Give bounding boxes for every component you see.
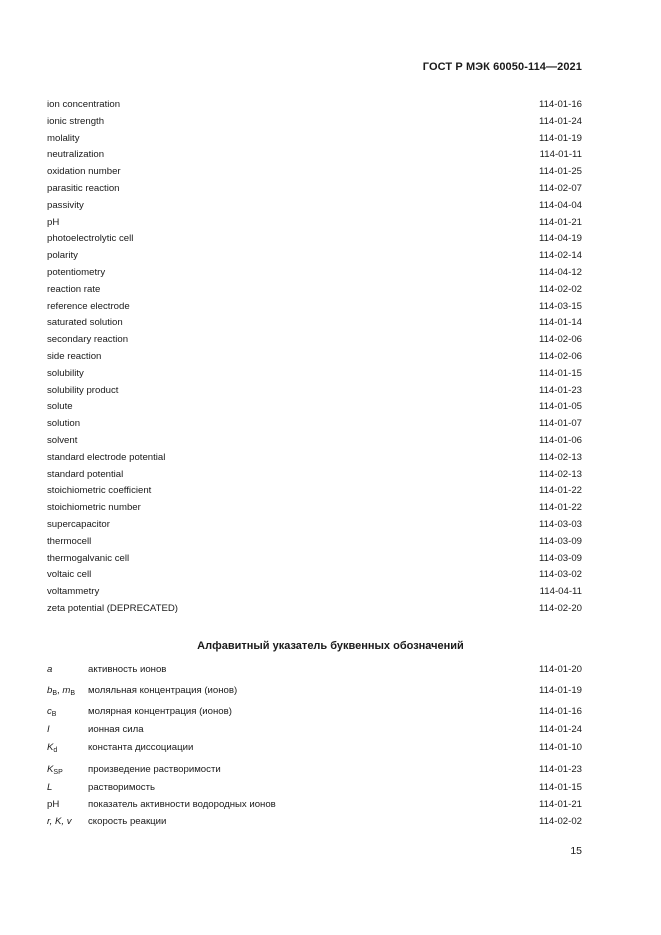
term: solution [47, 418, 81, 430]
symbol-main: I [47, 724, 50, 735]
term: solubility [47, 367, 84, 379]
term: standard electrode potential [47, 451, 166, 463]
term-ref: 114-02-07 [538, 182, 582, 194]
symbol-subscript: B [70, 690, 76, 697]
index-row [47, 198, 582, 215]
symbol-ref: 114-01-23 [538, 764, 582, 775]
symbol-description: произведение растворимости [88, 764, 221, 775]
index-row [47, 282, 582, 299]
index-row [47, 517, 582, 534]
term-ref: 114-03-09 [538, 535, 582, 547]
symbol [47, 764, 63, 776]
term-ref: 114-03-15 [538, 300, 582, 312]
symbol-description: скорость реакции [88, 816, 167, 827]
term-index [47, 97, 582, 618]
symbol-description: моляльная концентрация (ионов) [88, 685, 238, 696]
index-row [47, 299, 582, 316]
term: thermogalvanic cell [47, 552, 130, 564]
symbol-description: показатель активности водородных ионов [88, 799, 276, 810]
symbol-main: K [47, 764, 54, 775]
symbol-main: L [47, 782, 53, 793]
symbol-ref: 114-01-16 [538, 706, 582, 717]
term: standard potential [47, 468, 124, 480]
symbol-main: K [47, 742, 54, 753]
index-row [47, 450, 582, 467]
symbol-main: b [47, 685, 53, 696]
index-row [47, 181, 582, 198]
symbol-ref: 114-02-02 [538, 816, 582, 827]
symbol-description: растворимость [88, 782, 156, 793]
term-ref: 114-01-21 [538, 216, 582, 228]
symbol-ref: 114-01-20 [538, 664, 582, 675]
term: voltammetry [47, 586, 100, 598]
term-ref: 114-04-11 [539, 586, 582, 598]
term: saturated solution [47, 317, 123, 329]
symbol-description: ионная сила [88, 724, 144, 735]
term: molality [47, 132, 80, 144]
index-row [47, 601, 582, 618]
symbol [47, 685, 75, 697]
index-row [47, 433, 582, 450]
term-ref: 114-01-23 [538, 384, 582, 396]
index-row [47, 483, 582, 500]
index-row [47, 215, 582, 232]
term: solute [47, 401, 73, 413]
symbol-main: pH [47, 799, 60, 810]
symbol [47, 782, 52, 793]
term: polarity [47, 250, 78, 262]
term-ref: 114-02-13 [538, 468, 582, 480]
symbol-description: константа диссоциации [88, 742, 194, 753]
term-ref: 114-01-24 [538, 115, 582, 127]
term: stoichiometric coefficient [47, 485, 152, 497]
term: voltaic cell [47, 569, 92, 581]
term-ref: 114-02-13 [538, 451, 582, 463]
symbol-subscript: B [52, 690, 58, 697]
symbol [47, 799, 59, 810]
term-ref: 114-03-09 [538, 552, 582, 564]
symbol [47, 706, 56, 718]
term: supercapacitor [47, 518, 110, 530]
index-row [47, 114, 582, 131]
index-row [47, 248, 582, 265]
index-row [47, 366, 582, 383]
term-ref: 114-04-04 [538, 199, 582, 211]
term-ref: 114-03-02 [538, 569, 582, 581]
index-row [47, 467, 582, 484]
term-ref: 114-04-12 [538, 266, 582, 278]
page-number: 15 [570, 845, 582, 857]
index-row [47, 332, 582, 349]
symbol-ref: 114-01-19 [538, 685, 582, 696]
symbol-main: c [47, 706, 52, 717]
index-row [47, 231, 582, 248]
symbol [47, 816, 72, 827]
term-ref: 114-01-06 [538, 434, 582, 446]
index-row [47, 383, 582, 400]
symbol [47, 664, 52, 675]
term-ref: 114-02-14 [538, 250, 582, 262]
term-ref: 114-01-22 [538, 502, 582, 514]
symbol-subscript: B [51, 711, 57, 718]
term-ref: 114-01-15 [538, 367, 582, 379]
term-ref: 114-03-03 [538, 518, 582, 530]
symbol-separator: , [57, 685, 63, 696]
term: parasitic reaction [47, 182, 120, 194]
term: potentiometry [47, 266, 106, 278]
index-row [47, 315, 582, 332]
page-header: ГОСТ Р МЭК 60050-114—2021 [422, 61, 582, 73]
section-title: Алфавитный указатель буквенных обозначений [197, 640, 464, 652]
index-row [47, 131, 582, 148]
index-row [47, 147, 582, 164]
term: zeta potential (DEPRECATED) [47, 602, 178, 614]
term: pH [47, 216, 60, 228]
index-row [47, 500, 582, 517]
symbol-ref: 114-01-15 [538, 782, 582, 793]
index-row [47, 534, 582, 551]
term: oxidation number [47, 166, 121, 178]
symbol [47, 724, 50, 735]
term: passivity [47, 199, 84, 211]
term: ionic strength [47, 115, 105, 127]
index-row [47, 265, 582, 282]
term: side reaction [47, 350, 102, 362]
term-ref: 114-01-22 [538, 485, 582, 497]
term: solubility product [47, 384, 119, 396]
term: thermocell [47, 535, 92, 547]
symbol-description: молярная концентрация (ионов) [88, 706, 232, 717]
symbol-ref: 114-01-10 [538, 742, 582, 753]
term-ref: 114-02-02 [538, 283, 582, 295]
symbol-main: r, K, v [47, 816, 72, 827]
symbol-subscript: d [53, 747, 58, 754]
term: secondary reaction [47, 334, 129, 346]
term: solvent [47, 434, 78, 446]
term-ref: 114-01-25 [538, 166, 582, 178]
index-row [47, 97, 582, 114]
symbol-ref: 114-01-24 [538, 724, 582, 735]
term: stoichiometric number [47, 502, 141, 514]
term-ref: 114-01-14 [538, 317, 582, 329]
term-ref: 114-01-07 [538, 418, 582, 430]
term: photoelectrolytic cell [47, 233, 134, 245]
term-ref: 114-04-19 [538, 233, 582, 245]
index-row [47, 567, 582, 584]
term-ref: 114-01-19 [538, 132, 582, 144]
term-ref: 114-02-20 [538, 602, 582, 614]
term: reference electrode [47, 300, 130, 312]
index-row [47, 551, 582, 568]
term-ref: 114-01-16 [538, 99, 582, 110]
index-row [47, 416, 582, 433]
symbol [47, 742, 57, 754]
index-row [47, 349, 582, 366]
term-ref: 114-01-11 [539, 149, 582, 161]
symbol-main: m [62, 685, 71, 696]
index-row [47, 164, 582, 181]
symbol-ref: 114-01-21 [538, 799, 582, 810]
term-ref: 114-01-05 [538, 401, 582, 413]
index-row [47, 584, 582, 601]
index-row [47, 399, 582, 416]
term-ref: 114-02-06 [538, 334, 582, 346]
term: reaction rate [47, 283, 101, 295]
term: neutralization [47, 149, 105, 161]
symbol-main: a [47, 664, 53, 675]
symbol-description: активность ионов [88, 664, 167, 675]
term-ref: 114-02-06 [538, 350, 582, 362]
symbol-subscript: SP [53, 769, 63, 776]
term: ion concentration [47, 99, 121, 110]
